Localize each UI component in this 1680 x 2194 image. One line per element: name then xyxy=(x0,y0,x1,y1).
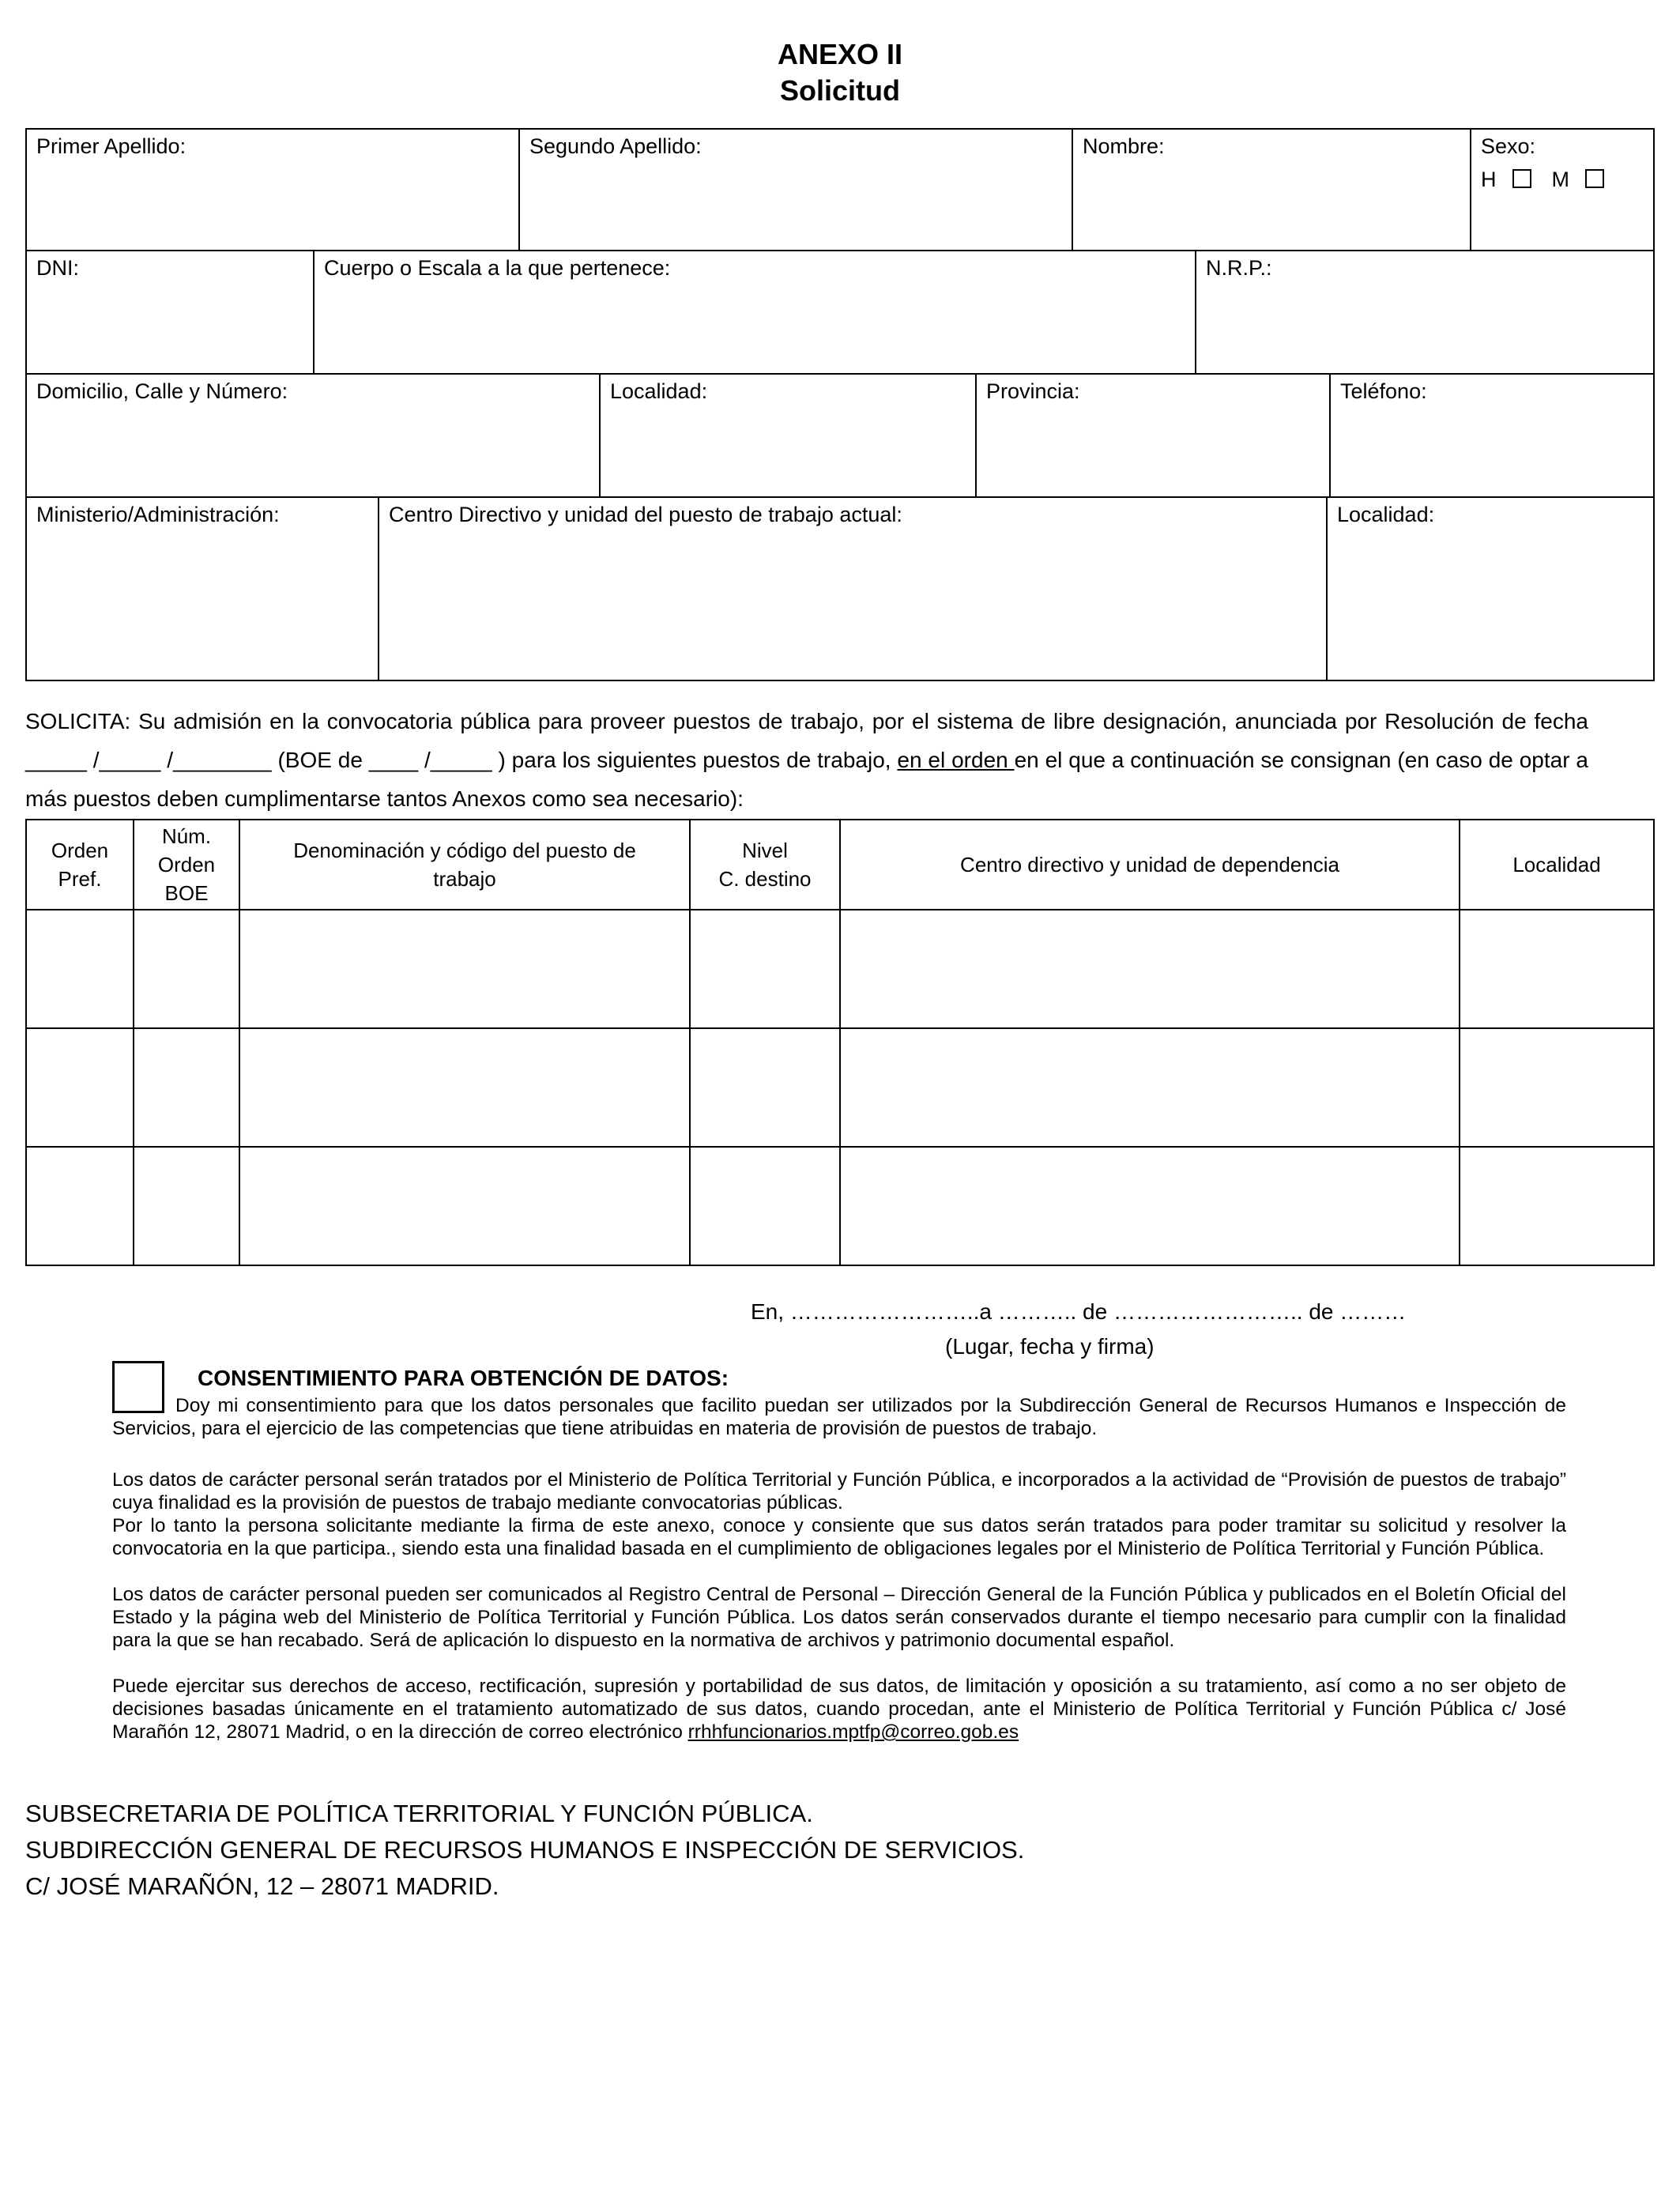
signature-place-line: En, ……………………..a ……….. de …………………….. de ……… xyxy=(751,1299,1407,1324)
cell-localidad[interactable] xyxy=(1460,910,1654,1028)
consent-title: CONSENTIMIENTO PARA OBTENCIÓN DE DATOS: xyxy=(198,1366,729,1390)
ministerio-field[interactable] xyxy=(26,497,379,680)
annex-title: ANEXO II xyxy=(777,38,903,70)
solicita-paragraph xyxy=(25,702,1588,818)
cell-denominacion[interactable] xyxy=(239,910,690,1028)
sexo-m-checkbox[interactable] xyxy=(1585,169,1604,188)
consent-paragraph-3: Por lo tanto la persona solicitante mediante la firma de este anexo, conoce y consiente que sus datos serán tratados para poder tramitar su solicitud y resolver la convocatoria en la que participa., siendo esta una finalidad basada en el cumplimiento de obligaciones legales por el Ministerio de Política Territorial y Función Pública. xyxy=(112,1515,1566,1559)
email-link[interactable]: rrhhfuncionarios.mptfp@correo.gob.es xyxy=(687,1721,1019,1743)
personal-row-1 xyxy=(25,128,1655,251)
localidad-trabajo-label: Localidad: xyxy=(1337,503,1435,526)
sexo-label: Sexo: xyxy=(1481,134,1536,158)
cuerpo-field[interactable] xyxy=(314,251,1196,374)
consent-paragraph-4: Los datos de carácter personal pueden ser comunicados al Registro Central de Personal – Dirección General de la Función Pública y publicados en el Boletín Oficial del Estado y la página web del Ministerio de Política Territorial y Función Pública. Los datos serán conservados durante el tiempo necesario para cumplir con la finalidad para la que se han recabado. Será de aplicación lo dispuesto en la normativa de archivos y patrimonio documental español. xyxy=(112,1584,1566,1651)
segundo-apellido-field[interactable] xyxy=(519,129,1072,251)
header-localidad: Localidad xyxy=(1460,820,1654,910)
cell-centro-directivo[interactable] xyxy=(840,1147,1460,1265)
footer-address xyxy=(25,1796,1024,1905)
header-num-orden-boe: Núm. Orden BOE xyxy=(134,820,239,910)
sexo-options xyxy=(1471,160,1653,193)
cell-localidad[interactable] xyxy=(1460,1028,1654,1147)
nrp-label: N.R.P.: xyxy=(1206,256,1272,280)
cell-orden-pref[interactable] xyxy=(26,1028,134,1147)
centro-directivo-label: Centro Directivo y unidad del puesto de trabajo actual: xyxy=(389,503,902,526)
localidad-label: Localidad: xyxy=(610,379,708,403)
cuerpo-label: Cuerpo o Escala a la que pertenece: xyxy=(324,256,671,280)
footer-line-1: SUBSECRETARIA DE POLÍTICA TERRITORIAL Y FUNCIÓN PÚBLICA. xyxy=(25,1800,813,1827)
cell-orden-pref[interactable] xyxy=(26,910,134,1028)
cell-nivel[interactable] xyxy=(690,1028,840,1147)
posts-table xyxy=(25,819,1655,1266)
header-centro-directivo: Centro directivo y unidad de dependencia xyxy=(840,820,1460,910)
provincia-label: Provincia: xyxy=(986,379,1080,403)
cell-nivel[interactable] xyxy=(690,910,840,1028)
domicilio-field[interactable] xyxy=(26,374,600,497)
solicita-text-2: en el que a continuación se consignan (en caso de optar a más puestos deben cumplimentarse tantos Anexos como sea necesario): xyxy=(25,748,1588,811)
cell-denominacion[interactable] xyxy=(239,1028,690,1147)
personal-row-2 xyxy=(25,250,1655,375)
consent-paragraph-1: Doy mi consentimiento para que los datos personales que facilito puedan ser utilizados por la Subdirección General de Recursos Humanos e Inspección de Servicios, para el ejercicio de las competencias que tiene atribuidas en materia de provisión de puestos de trabajo. xyxy=(112,1395,1566,1439)
dni-field[interactable] xyxy=(26,251,314,374)
provincia-field[interactable] xyxy=(976,374,1330,497)
cell-orden-pref[interactable] xyxy=(26,1147,134,1265)
header-denominacion: Denominación y código del puesto de trabajo xyxy=(239,820,690,910)
sexo-m-label: M xyxy=(1551,168,1569,191)
ministerio-label: Ministerio/Administración: xyxy=(36,503,280,526)
localidad-field[interactable] xyxy=(600,374,976,497)
telefono-field[interactable] xyxy=(1330,374,1654,497)
nrp-field[interactable] xyxy=(1196,251,1654,374)
personal-row-3 xyxy=(25,373,1655,498)
cell-num-orden-boe[interactable] xyxy=(134,910,239,1028)
cell-denominacion[interactable] xyxy=(239,1147,690,1265)
primer-apellido-field[interactable] xyxy=(26,129,519,251)
consent-rights-text: Puede ejercitar sus derechos de acceso, rectificación, supresión y portabilidad de sus datos, de limitación y oposición a su tratamiento, así como a no ser objeto de decisiones basadas únicamente en el tratamiento automatizado de sus datos, cuando procedan, ante el Ministerio de Política Territorial y Función Pública c/ José Marañón 12, 28071 Madrid, o en la dirección de correo electrónico xyxy=(112,1676,1566,1743)
nombre-label: Nombre: xyxy=(1083,134,1165,158)
form-subtitle: Solicitud xyxy=(780,74,900,107)
sexo-h-label: H xyxy=(1481,168,1497,191)
footer-line-2: SUBDIRECCIÓN GENERAL DE RECURSOS HUMANOS E INSPECCIÓN DE SERVICIOS. xyxy=(25,1836,1025,1864)
personal-row-4 xyxy=(25,496,1655,681)
cell-localidad[interactable] xyxy=(1460,1147,1654,1265)
telefono-label: Teléfono: xyxy=(1340,379,1427,403)
posts-table-header xyxy=(26,820,1654,910)
solicita-text-1: SOLICITA: Su admisión en la convocatoria pública para proveer puestos de trabajo, por el sistema de libre designación, anunciada por Resolución de fecha _____ /_____ /________ (BOE de ____ /_____ ) para los siguientes puestos de trabajo, xyxy=(25,709,1588,772)
sexo-h-checkbox[interactable] xyxy=(1512,169,1531,188)
table-row xyxy=(26,1147,1654,1265)
consent-paragraph-5 xyxy=(112,1675,1566,1744)
table-row xyxy=(26,910,1654,1028)
table-row xyxy=(26,1028,1654,1147)
signature-caption: (Lugar, fecha y firma) xyxy=(945,1334,1155,1359)
localidad-trabajo-field[interactable] xyxy=(1327,497,1654,680)
consent-paragraph-2: Los datos de carácter personal serán tratados por el Ministerio de Política Territorial y Función Pública, e incorporados a la actividad de “Provisión de puestos de trabajo” cuya finalidad es la provisión de puestos de trabajo mediante convocatorias públicas. xyxy=(112,1469,1566,1514)
primer-apellido-label: Primer Apellido: xyxy=(36,134,186,158)
header-nivel: Nivel C. destino xyxy=(690,820,840,910)
sexo-field xyxy=(1471,129,1654,251)
segundo-apellido-label: Segundo Apellido: xyxy=(529,134,702,158)
footer-line-3: C/ JOSÉ MARAÑÓN, 12 – 28071 MADRID. xyxy=(25,1872,499,1900)
cell-centro-directivo[interactable] xyxy=(840,910,1460,1028)
cell-num-orden-boe[interactable] xyxy=(134,1147,239,1265)
domicilio-label: Domicilio, Calle y Número: xyxy=(36,379,288,403)
nombre-field[interactable] xyxy=(1072,129,1471,251)
header-orden-pref: Orden Pref. xyxy=(26,820,134,910)
cell-num-orden-boe[interactable] xyxy=(134,1028,239,1147)
dni-label: DNI: xyxy=(36,256,79,280)
centro-directivo-field[interactable] xyxy=(379,497,1327,680)
cell-nivel[interactable] xyxy=(690,1147,840,1265)
solicita-underlined: en el orden xyxy=(897,748,1015,772)
cell-centro-directivo[interactable] xyxy=(840,1028,1460,1147)
